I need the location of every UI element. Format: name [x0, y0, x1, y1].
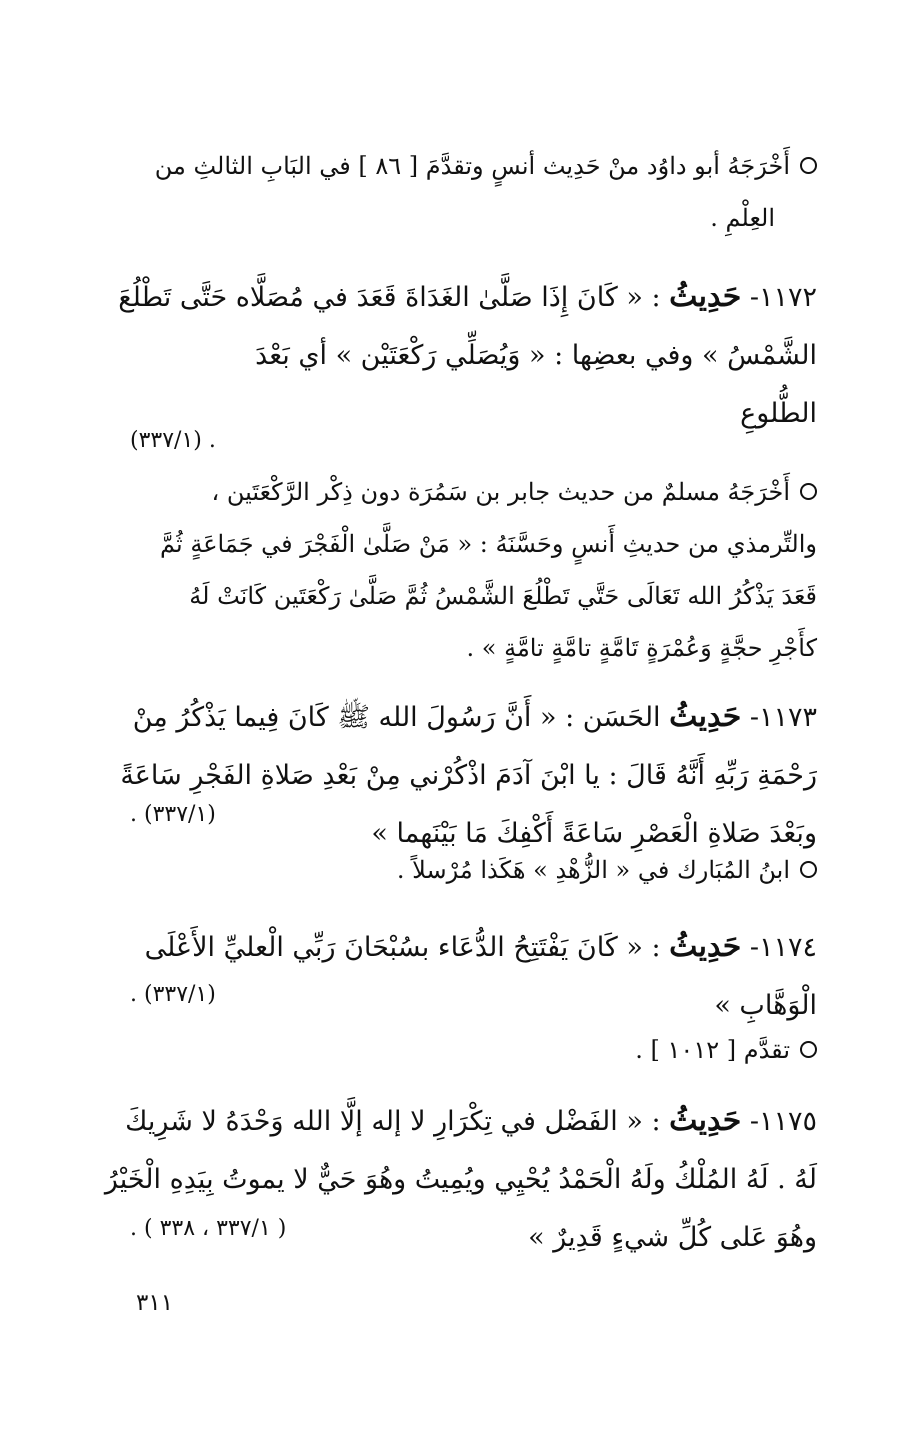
takhrij-note-1172: [77, 466, 817, 674]
hadith-text: : « كَانَ إِذَا صَلَّىٰ الغَدَاةَ قَعَدَ في مُصَلَّاه حَتَّى تَطْلُعَ: [118, 282, 661, 313]
hadith-number: ١١٧٤-: [749, 932, 817, 963]
hadith-1174: [77, 918, 817, 1035]
hadith-line: [77, 1092, 817, 1151]
hadith-keyword: حَدِيثُ: [669, 279, 742, 314]
hadith-line: لَهُ . لَهُ المُلْكُ ولَهُ الْحَمْدُ يُحْيِي ويُمِيتُ وهُوَ حَيٌّ لا يموتُ بِيَدِهِ الْخَيْرُ: [104, 1164, 817, 1195]
hadith-1172: [77, 268, 817, 443]
circle-bullet-icon: [800, 1041, 817, 1058]
note-line: والتِّرمذي من حديثِ أَنسٍ وحَسَّنَهُ : « مَنْ صَلَّىٰ الْفَجْرَ في جَمَاعَةٍ ثُمَّ: [160, 530, 817, 558]
note-line: [77, 844, 817, 896]
note-text: ابنُ المُبَارك في « الزُّهْدِ » هَكَذا مُرْسلاً .: [396, 856, 790, 884]
note-text: أَخْرَجَهُ مسلمٌ من حديث جابر بن سَمُرَة دون ذِكْر الرَّكْعَتَين ،: [211, 478, 790, 506]
note-line: العِلْمِ .: [710, 204, 775, 232]
hadith-text: : « كَانَ يَفْتَتِحُ الدُّعَاء بسُبْحَانَ رَبِّي الْعليِّ الأَعْلَى: [144, 932, 661, 963]
hadith-number: ١١٧٣-: [749, 702, 817, 733]
takhrij-note-1173: [77, 844, 817, 896]
hadith-line: [77, 688, 817, 747]
note-line: قَعَدَ يَذْكُرُ الله تَعَالَى حَتَّي تَطْلُعَ الشَّمْسُ ثُمَّ صَلَّىٰ رَكْعَتَين كَانَتْ لَهُ: [189, 582, 817, 610]
hadith-keyword: حَدِيثُ: [669, 929, 742, 964]
circle-bullet-icon: [800, 861, 817, 878]
hadith-line: رَحْمَةِ رَبِّهِ أَنَّهُ قَالَ : يا ابْنَ آدَمَ اذْكُرْني مِنْ بَعْدِ صَلاةِ الفَجْرِ سَاعَةً: [120, 760, 817, 791]
hadith-line: الْوَهَّابِ »: [714, 990, 817, 1021]
source-reference: (٣٣٧/١) .: [130, 982, 216, 1007]
note-line: [77, 140, 817, 192]
hadith-line: الشَّمْسُ » وفي بعضِها : « وَيُصَلِّي رَكْعَتَيْن » أي بَعْدَ: [255, 340, 817, 371]
circle-bullet-icon: [800, 157, 817, 174]
hadith-number: ١١٧٥-: [749, 1106, 817, 1137]
note-text: أَخْرَجَهُ أبو داوُد منْ حَدِيث أنسٍ وتقدَّمَ [ ٨٦ ] في البَابِ الثالثِ من: [154, 152, 790, 180]
hadith-keyword: حَدِيثُ: [669, 1103, 742, 1138]
hadith-line: [77, 268, 817, 327]
hadith-line: وبَعْدَ صَلاةِ الْعَصْرِ سَاعَةً أَكْفِكَ مَا بَيْنَهما »: [371, 818, 817, 849]
source-reference: ( ٣٣٧/١ ، ٣٣٨ ) .: [130, 1216, 287, 1241]
source-reference: . (٣٣٧/١): [130, 428, 216, 453]
hadith-line: الطُّلوعِ: [740, 398, 817, 429]
hadith-line: [77, 918, 817, 977]
note-line: كأَجْرِ حجَّةٍ وَعُمْرَةٍ تَامَّةٍ تامَّةٍ تامَّةٍ » .: [466, 634, 817, 662]
hadith-line: وهُوَ عَلى كُلِّ شيءٍ قَدِيرٌ »: [528, 1222, 817, 1253]
circle-bullet-icon: [800, 483, 817, 500]
note-line: [77, 1024, 817, 1076]
hadith-number: ١١٧٢-: [749, 282, 817, 313]
source-reference: (٣٣٧/١) .: [130, 802, 216, 827]
hadith-text: : « الفَضْل في تِكْرَارِ لا إله إلَّا الله وَحْدَهُ لا شَرِيكَ: [125, 1106, 661, 1137]
note-line: [77, 466, 817, 518]
takhrij-note-86: [77, 140, 817, 244]
note-text: تقدَّم [ ١٠١٢ ] .: [635, 1036, 790, 1064]
takhrij-note-1174: [77, 1024, 817, 1076]
page-number: ٣١١: [136, 1290, 174, 1316]
hadith-1173: [77, 688, 817, 863]
hadith-text: الحَسَن : « أَنَّ رَسُولَ الله ﷺ كَانَ فِيما يَذْكُرُ مِنْ: [132, 702, 661, 733]
hadith-keyword: حَدِيثُ: [669, 699, 742, 734]
